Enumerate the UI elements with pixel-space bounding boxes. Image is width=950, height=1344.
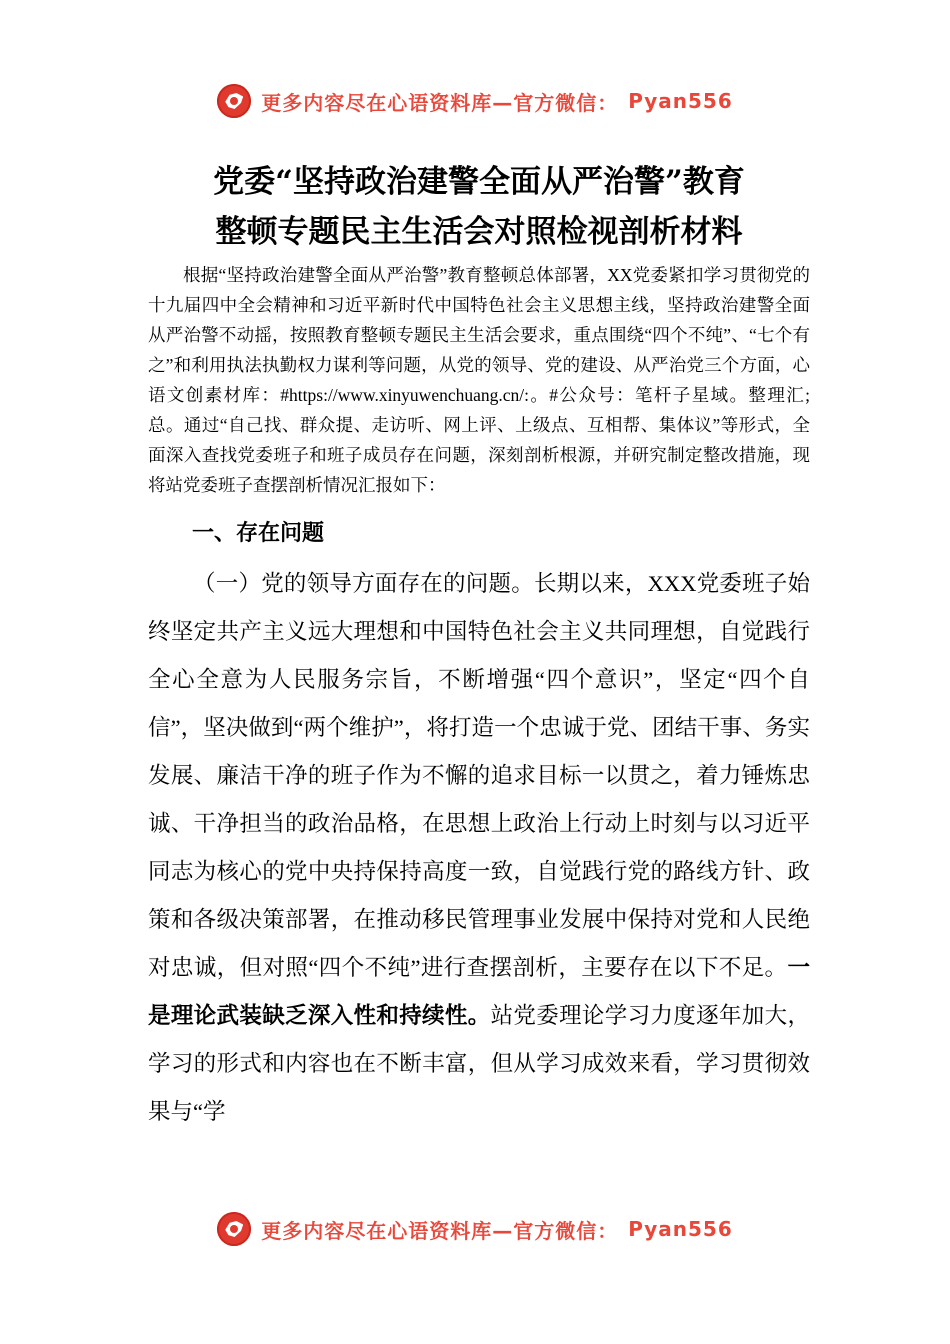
red-circle-logo-icon: [217, 84, 251, 118]
watermark-top: [0, 84, 950, 118]
red-circle-logo-icon: [217, 1212, 251, 1246]
watermark-wechat-id: Pyan556: [628, 89, 733, 113]
body-paragraph-bold: 一是理论武装缺乏深入性和持续性。: [148, 955, 810, 1028]
body-paragraph: [148, 560, 810, 1136]
page-title-line-1: 党委“坚持政治建警全面从严治警”教育: [213, 164, 745, 200]
document-content: [148, 160, 810, 1136]
page-title-line-2: 整顿专题民主生活会对照检视剖析材料: [215, 214, 743, 250]
body-paragraph-suffix: 站党委理论学习力度逐年加大，学习的形式和内容也在不断丰富，但从学习成效来看，学习贯彻效果与“学: [148, 1003, 810, 1124]
body-paragraph-prefix: （一）党的领导方面存在的问题。长期以来，XXX党委班子始终坚定共产主义远大理想和中国特色社会主义共同理想，自觉践行全心全意为人民服务宗旨，不断增强“四个意识”，坚定“四个自信”，坚决做到“两个维护”，将打造一个忠诚于党、团结干事、务实发展、廉洁干净的班子作为不懈的追求目标一以贯之，着力锤炼忠诚、干净担当的政治品格，在思想上政治上行动上时刻与以习近平同志为核心的党中央持保持高度一致，自觉践行党的路线方针、政策和各级决策部署，在推动移民管理事业发展中保持对党和人民绝对忠诚，但对照“四个不纯”进行查摆剖析，主要存在以下不足。: [148, 571, 810, 980]
watermark-bottom: [0, 1212, 950, 1246]
watermark-wechat-id: Pyan556: [628, 1217, 733, 1241]
watermark-text: 更多内容尽在心语资料库—官方微信：: [261, 1218, 619, 1243]
watermark-text: 更多内容尽在心语资料库—官方微信：: [261, 90, 619, 115]
lead-paragraph: 根据“坚持政治建警全面从严治警”教育整顿总体部署，XX党委紧扣学习贯彻党的十九届四中全会精神和习近平新时代中国特色社会主义思想主线，坚持政治建警全面从严治警不动摇，按照教育整顿专题民主生活会要求，重点围绕“四个不纯”、“七个有之”和利用执法执勤权力谋利等问题，从党的领导、党的建设、从严治党三个方面，心语文创素材库：#https://www.xinyuwenchuang.cn/:。#公众号：笔杆子星域。整理汇;总。通过“自己找、群众提、走访听、网上评、上级点、互相帮、集体议”等形式，全面深入查找党委班子和班子成员存在问题，深刻剖析根源，并研究制定整改措施，现将站党委班子查摆剖析情况汇报如下：: [148, 265, 810, 495]
section-heading: 一、存在问题: [192, 521, 325, 546]
